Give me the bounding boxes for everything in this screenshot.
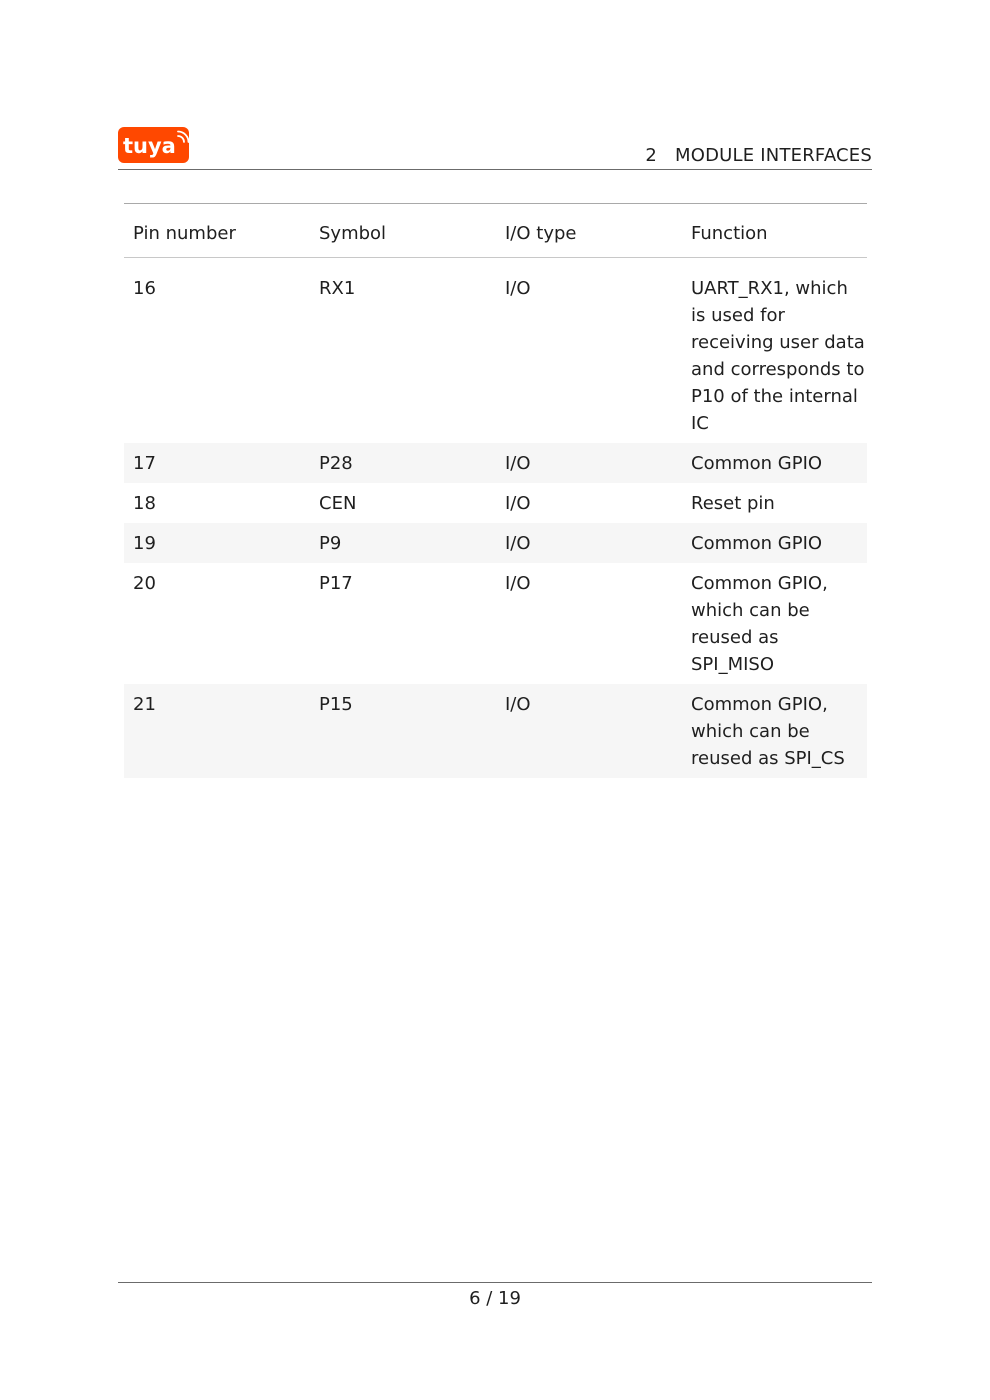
cell-pin-number: 18 (133, 493, 156, 514)
cell-pin-number: 19 (124, 523, 310, 563)
cell-io-type: I/O (505, 573, 531, 594)
table-row (124, 684, 867, 778)
cell-io-type: I/O (496, 443, 682, 483)
footer-divider (118, 1282, 872, 1283)
section-number: 2 (645, 145, 658, 166)
cell-function: Common GPIO, which can be reused as SPI_MISO (691, 573, 828, 675)
cell-symbol: RX1 (319, 278, 356, 299)
cell-io-type: I/O (505, 493, 531, 514)
section-title: MODULE INTERFACES (675, 145, 872, 166)
column-header-io-type: I/O type (496, 204, 682, 258)
cell-symbol: P9 (310, 523, 496, 563)
svg-text:tuya: tuya (123, 134, 176, 158)
column-header-function: Function (682, 204, 867, 258)
cell-symbol: CEN (319, 493, 357, 514)
section-header (645, 145, 872, 166)
table-row (124, 483, 867, 523)
cell-io-type: I/O (496, 684, 682, 778)
table-row (124, 563, 867, 684)
cell-function: Common GPIO (682, 443, 867, 483)
cell-io-type: I/O (505, 278, 531, 299)
page-number: 6 / 19 (469, 1288, 521, 1309)
cell-pin-number: 17 (124, 443, 310, 483)
cell-symbol: P17 (319, 573, 353, 594)
cell-symbol: P28 (310, 443, 496, 483)
table-row (124, 523, 867, 563)
table-header-row (124, 204, 867, 258)
pin-table (124, 203, 867, 778)
cell-function: Common GPIO (682, 523, 867, 563)
cell-symbol: P15 (310, 684, 496, 778)
cell-pin-number: 16 (133, 278, 156, 299)
cell-io-type: I/O (496, 523, 682, 563)
column-header-symbol: Symbol (310, 204, 496, 258)
cell-function: UART_RX1, which is used for receiving user data and corresponds to P10 of the internal IC (691, 278, 865, 434)
tuya-logo (118, 127, 189, 163)
cell-pin-number: 21 (124, 684, 310, 778)
table-row (124, 443, 867, 483)
cell-pin-number: 20 (133, 573, 156, 594)
header-divider (118, 169, 872, 170)
column-header-pin-number: Pin number (124, 204, 310, 258)
cell-function: Common GPIO, which can be reused as SPI_CS (682, 684, 867, 778)
table-row (124, 258, 867, 444)
cell-function: Reset pin (691, 493, 775, 514)
